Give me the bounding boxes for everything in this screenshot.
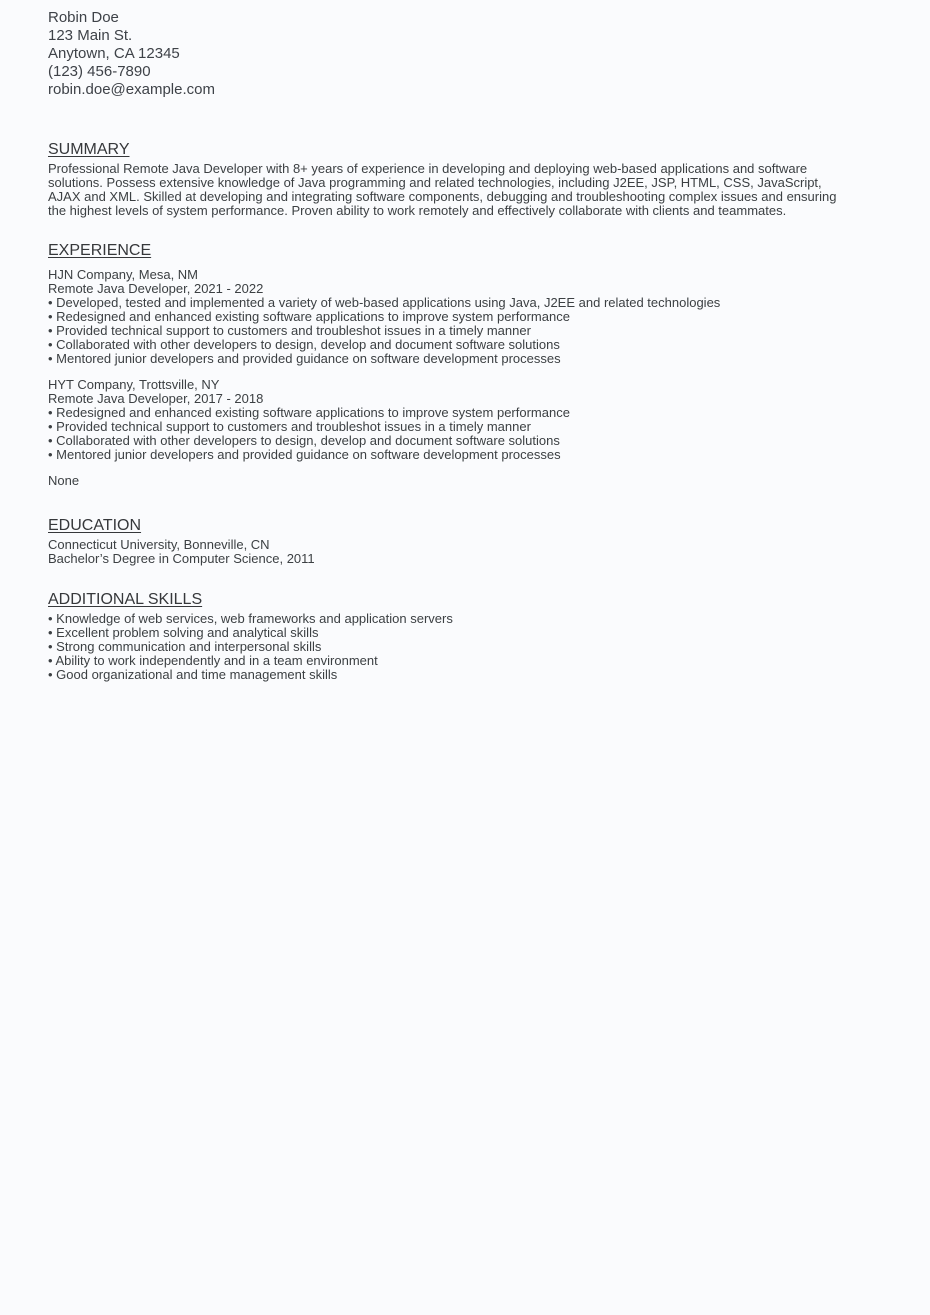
summary-heading: SUMMARY — [48, 141, 130, 158]
education-school: Connecticut University, Bonneville, CN — [48, 537, 270, 552]
job-title: Remote Java Developer, 2017 - 2018 — [48, 391, 264, 406]
job-title: Remote Java Developer, 2021 - 2022 — [48, 281, 264, 296]
skills-list — [48, 612, 838, 682]
contact-address-line1: 123 Main St. — [48, 27, 133, 44]
job-company: HYT Company, Trottsville, NY — [48, 377, 220, 392]
job-bullet: • Provided technical support to customers and troubleshot issues in a timely manner — [48, 419, 531, 434]
summary-text: Professional Remote Java Developer with 8+ years of experience in developing and deploying web-based applications and software solutions. Possess extensive knowledge of Java programming and related technologies, including J2EE, JSP, HTML, CSS, JavaScript, AJAX and XML. Skilled at developing and integrating software components, debugging and troubleshooting complex issues and ensuring the highest levels of system performance. Proven ability to work remotely and effectively collaborate with clients and teammates. — [48, 161, 837, 218]
job-bullet: • Mentored junior developers and provided guidance on software development processes — [48, 351, 561, 366]
job-bullet: • Developed, tested and implemented a variety of web-based applications using Java, J2EE and related technologies — [48, 295, 721, 310]
education-heading: EDUCATION — [48, 517, 142, 534]
contact-block — [48, 9, 838, 99]
contact-address-line2: Anytown, CA 12345 — [48, 45, 180, 62]
experience-footnote: None — [48, 473, 80, 488]
experience-heading: EXPERIENCE — [48, 242, 152, 259]
job-bullet: • Collaborated with other developers to design, develop and document software solutions — [48, 337, 560, 352]
contact-email: robin.doe@example.com — [48, 81, 215, 98]
education-degree: Bachelor’s Degree in Computer Science, 2011 — [48, 551, 315, 566]
job-bullet: • Redesigned and enhanced existing software applications to improve system performance — [48, 405, 570, 420]
job-bullet: • Collaborated with other developers to design, develop and document software solutions — [48, 433, 560, 448]
contact-phone: (123) 456-7890 — [48, 63, 151, 80]
skill-bullet: • Strong communication and interpersonal skills — [48, 639, 322, 654]
job-entry — [48, 268, 838, 366]
additional-skills-heading: ADDITIONAL SKILLS — [48, 591, 203, 608]
education-section — [48, 515, 838, 566]
skill-bullet: • Excellent problem solving and analytical skills — [48, 625, 319, 640]
contact-name: Robin Doe — [48, 9, 119, 26]
education-entry — [48, 538, 838, 566]
skill-bullet: • Ability to work independently and in a team environment — [48, 653, 378, 668]
additional-skills-section — [48, 589, 838, 682]
job-entry — [48, 378, 838, 462]
skill-bullet: • Knowledge of web services, web frameworks and application servers — [48, 611, 453, 626]
skill-bullet: • Good organizational and time management skills — [48, 667, 338, 682]
summary-section — [48, 139, 838, 218]
job-company: HJN Company, Mesa, NM — [48, 267, 199, 282]
job-bullet: • Redesigned and enhanced existing software applications to improve system performance — [48, 309, 570, 324]
job-bullet: • Provided technical support to customers and troubleshot issues in a timely manner — [48, 323, 531, 338]
job-bullet: • Mentored junior developers and provided guidance on software development processes — [48, 447, 561, 462]
experience-section — [48, 240, 838, 488]
